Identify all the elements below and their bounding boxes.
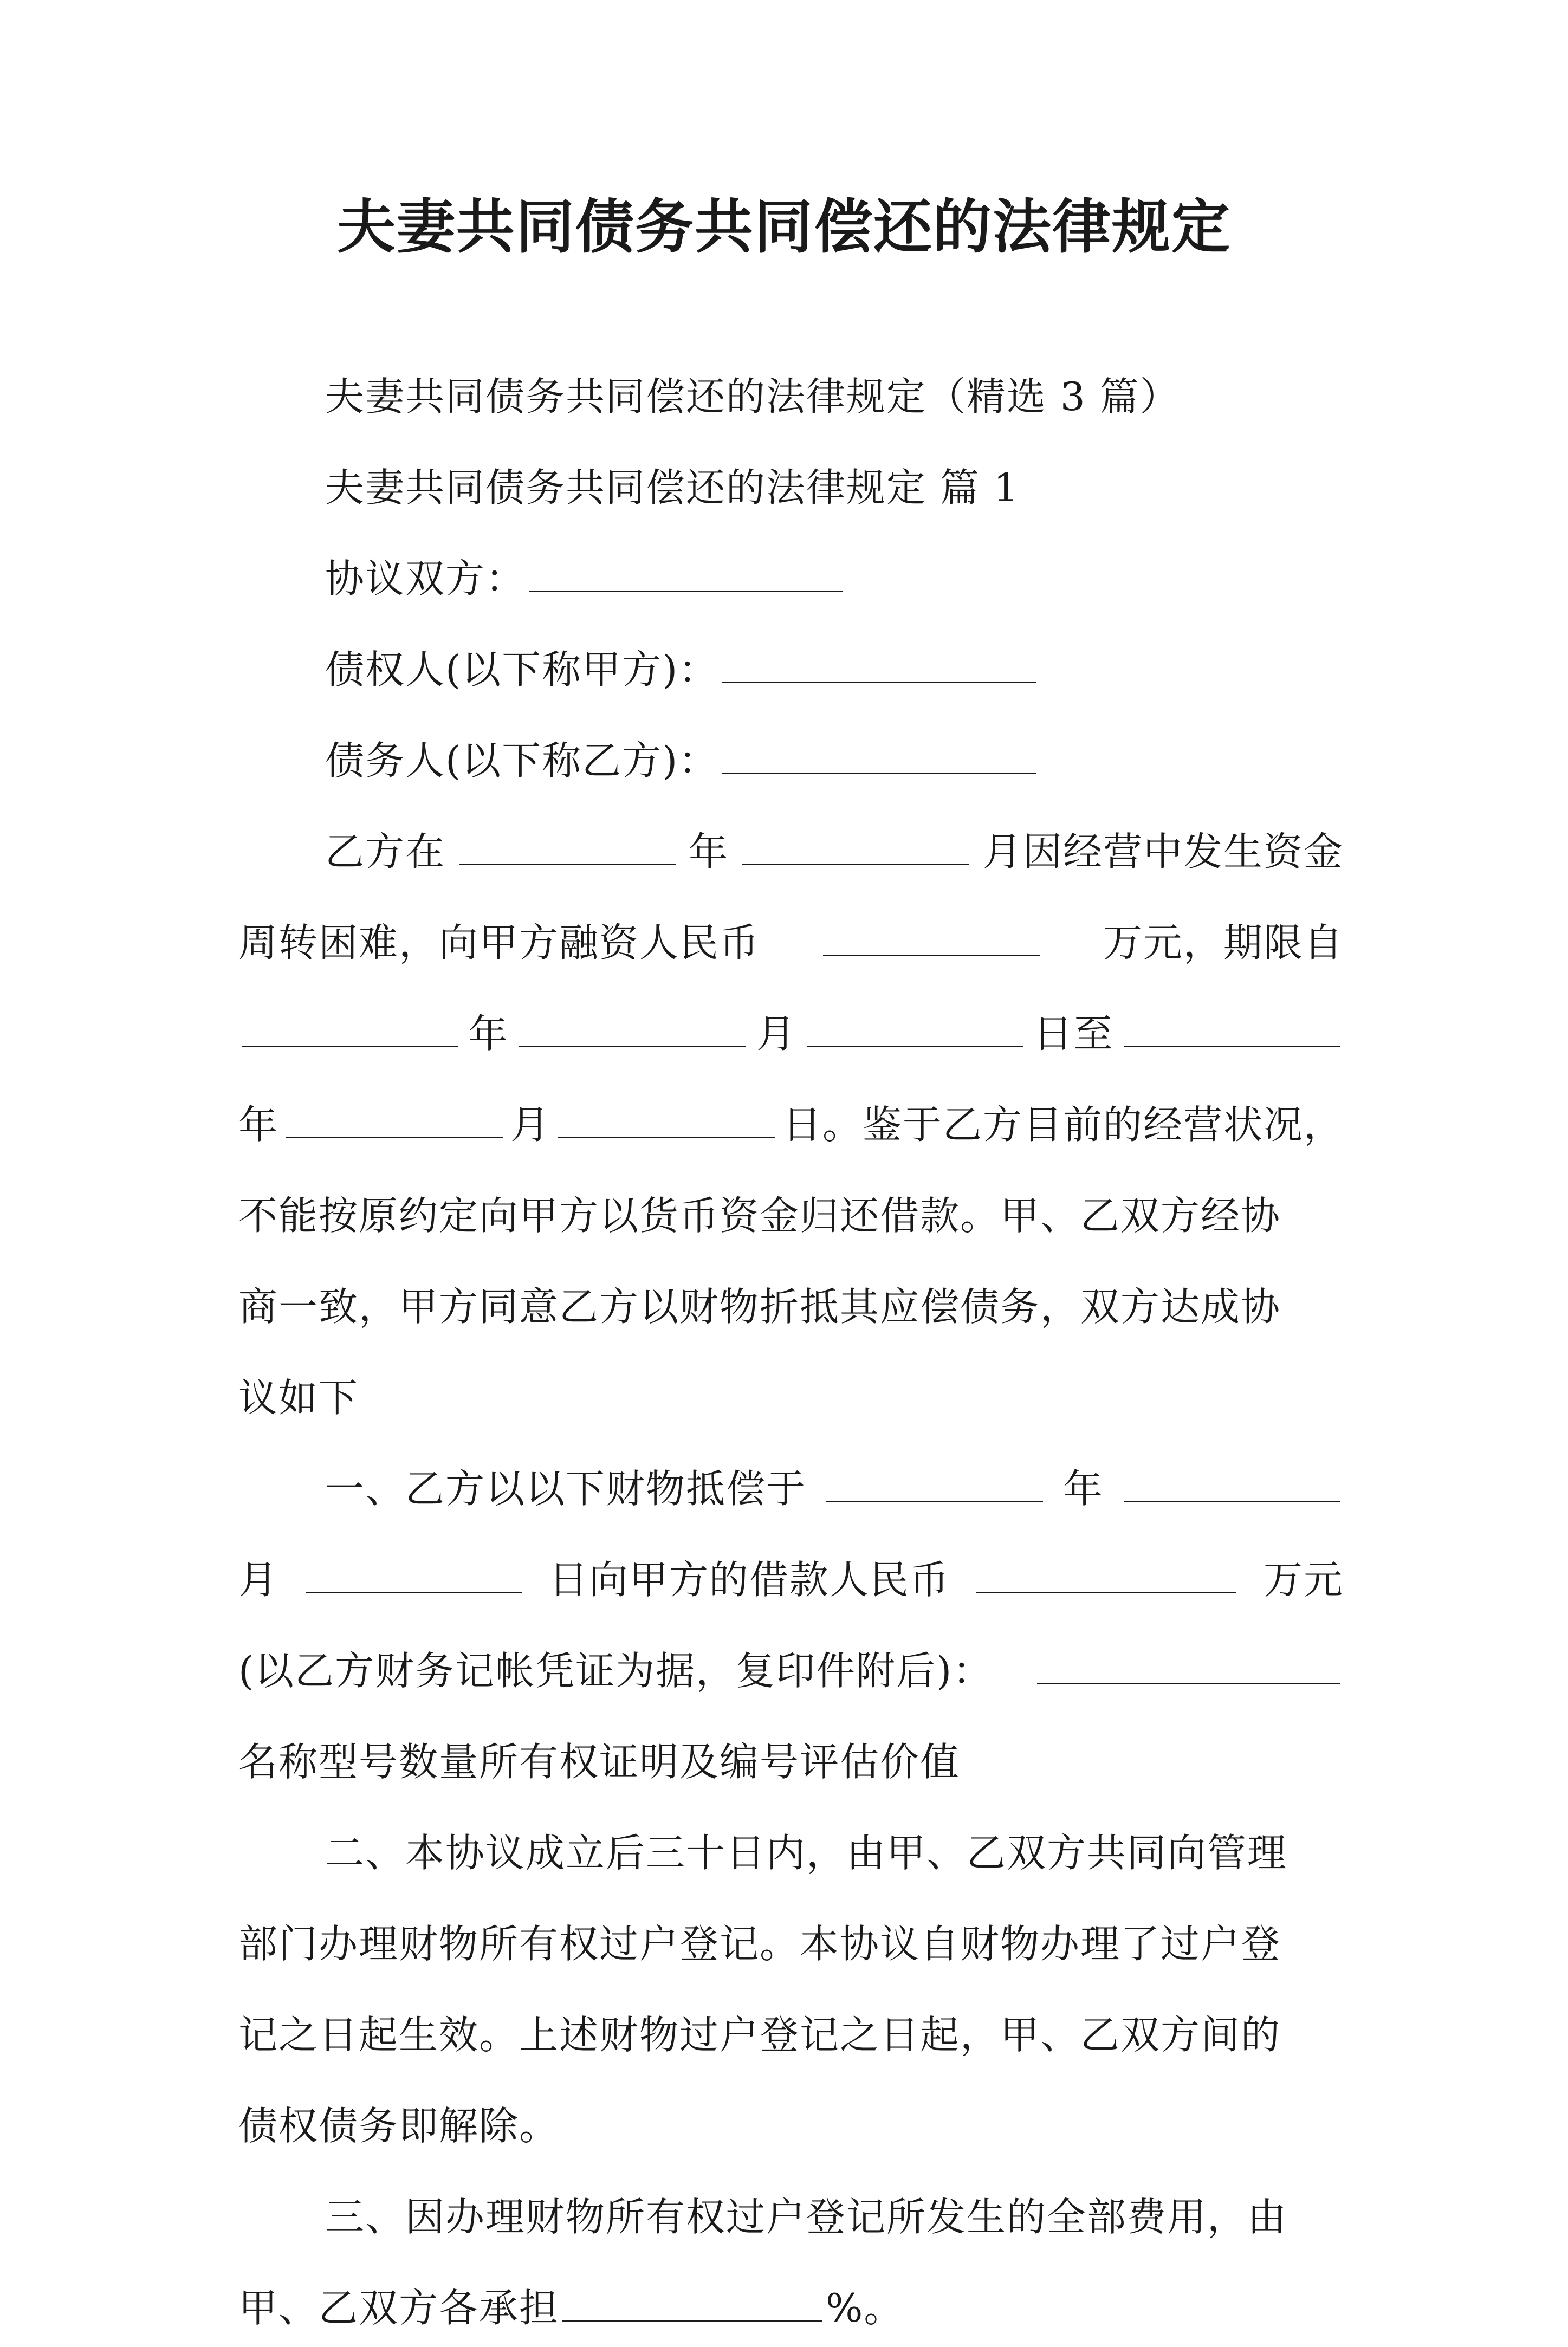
text-run: 年 <box>468 1011 509 1056</box>
text-run: 债权债务即解除。 <box>238 2103 560 2149</box>
blank-field <box>242 1013 458 1047</box>
text-run: 一、乙方以以下财物抵偿于 <box>325 1466 807 1512</box>
paragraph-line <box>238 1086 1344 1164</box>
paragraph-line <box>238 1359 1344 1437</box>
paragraph-line <box>238 995 1344 1073</box>
blank-field <box>1037 1650 1340 1684</box>
clause-line <box>238 1450 1344 1528</box>
document-body <box>238 358 1344 2347</box>
blank-field <box>519 1013 746 1047</box>
text-run: (以乙方财务记帐凭证为据，复印件附后)： <box>238 1648 993 1694</box>
blank-field <box>807 1013 1023 1047</box>
section-heading-text: 夫妻共同债务共同偿还的法律规定 篇 1 <box>325 465 1020 510</box>
blank-field <box>459 831 676 865</box>
text-run: 乙方在 <box>325 829 446 874</box>
text-run: 年 <box>1063 1466 1104 1512</box>
text-run: 甲、乙双方各承担 <box>238 2285 560 2331</box>
clause-line <box>238 1814 1344 1892</box>
parties-line <box>238 540 1344 618</box>
text-run: 月因经营中发生资金 <box>982 829 1344 874</box>
blank-field <box>558 1104 775 1138</box>
blank-field <box>306 1559 522 1593</box>
text-run: 日至 <box>1033 1011 1114 1056</box>
parties-blank <box>529 558 843 592</box>
text-run: 年 <box>238 1102 279 1147</box>
debtor-label: 债务人(以下称乙方)： <box>325 738 719 783</box>
text-run: 商一致，甲方同意乙方以财物折抵其应偿债务，双方达成协 <box>238 1284 1281 1330</box>
blank-field <box>1124 1013 1340 1047</box>
parties-label: 协议双方： <box>325 556 526 601</box>
blank-field <box>742 831 969 865</box>
text-run: 日。鉴于乙方目前的经营状况， <box>782 1102 1344 1147</box>
clause-line <box>238 2087 1344 2165</box>
text-run: 月 <box>510 1102 550 1147</box>
blank-field <box>286 1104 503 1138</box>
creditor-label: 债权人(以下称甲方)： <box>325 647 719 692</box>
clause-line <box>238 1905 1344 1983</box>
text-run: 日向甲方的借款人民币 <box>548 1557 950 1603</box>
text-run: %。 <box>826 2285 904 2331</box>
subtitle-text: 夫妻共同债务共同偿还的法律规定（精选 3 篇） <box>325 374 1180 419</box>
clause-line <box>238 1632 1344 1710</box>
creditor-line <box>238 631 1344 709</box>
document-title: 夫妻共同债务共同偿还的法律规定 <box>336 193 1231 261</box>
clause-line <box>238 1723 1344 1801</box>
text-run: 年 <box>688 829 729 874</box>
text-run: 部门办理财物所有权过户登记。本协议自财物办理了过户登 <box>238 1921 1281 1967</box>
paragraph-line <box>238 904 1344 982</box>
text-run: 万元，期限自 <box>1103 920 1344 965</box>
blank-field <box>976 1559 1236 1593</box>
paragraph-line <box>238 1268 1344 1346</box>
paragraph-line <box>238 813 1344 891</box>
blank-field <box>826 1468 1043 1502</box>
section-heading <box>238 449 1344 527</box>
text-run: 月 <box>238 1557 279 1603</box>
text-run: 议如下 <box>238 1375 359 1421</box>
blank-field <box>562 2287 822 2322</box>
debtor-line <box>238 722 1344 800</box>
text-run: 月 <box>756 1011 796 1056</box>
clause-line <box>238 2178 1344 2256</box>
text-run: 不能按原约定向甲方以货币资金归还借款。甲、乙双方经协 <box>238 1193 1281 1239</box>
paragraph-line <box>238 1177 1344 1255</box>
text-run: 万元 <box>1263 1557 1344 1603</box>
text-run: 二、本协议成立后三十日内，由甲、乙双方共同向管理 <box>325 1830 1288 1876</box>
clause-line <box>238 2269 1344 2347</box>
blank-field <box>1124 1468 1340 1502</box>
text-run: 记之日起生效。上述财物过户登记之日起，甲、乙双方间的 <box>238 2012 1281 2058</box>
text-run: 周转困难，向甲方融资人民币 <box>238 920 760 965</box>
text-run: 三、因办理财物所有权过户登记所发生的全部费用，由 <box>325 2194 1288 2240</box>
subtitle-line <box>238 358 1344 436</box>
blank-field <box>823 922 1040 956</box>
clause-line <box>238 1541 1344 1619</box>
text-run: 名称型号数量所有权证明及编号评估价值 <box>238 1739 961 1785</box>
clause-line <box>238 1996 1344 2074</box>
creditor-blank <box>722 649 1036 683</box>
debtor-blank <box>722 740 1036 774</box>
